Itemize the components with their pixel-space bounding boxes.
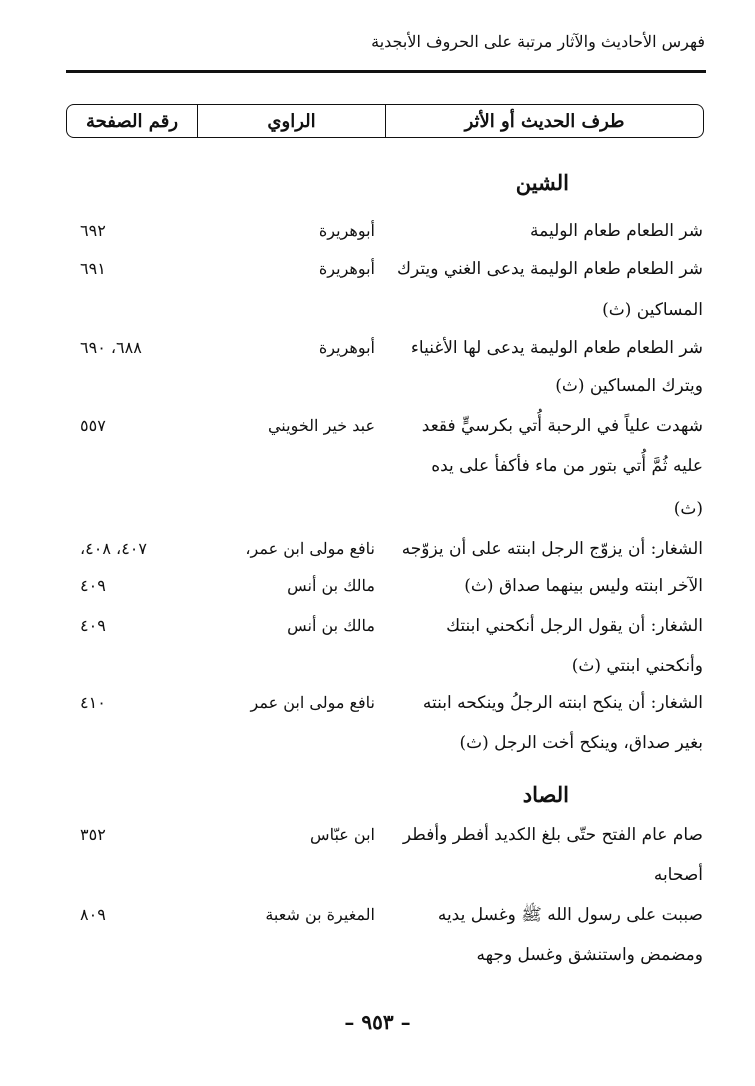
hadith-text: شر الطعام طعام الوليمة يدعى لها الأغنياء <box>410 338 703 358</box>
narrator: أبوهريرة <box>318 338 375 357</box>
table-row <box>0 896 755 934</box>
hadith-text: شهدت علياً في الرحبة أُتي بكرسيٍّ فقعد <box>421 416 703 436</box>
hadith-text: أصحابه <box>653 865 703 885</box>
narrator: أبوهريرة <box>318 221 375 240</box>
section-title-sheen: الشين <box>515 170 569 195</box>
narrator: أبوهريرة <box>318 259 375 278</box>
narrator: نافع مولى ابن عمر، <box>245 539 375 558</box>
page-ref: ٤٠٩ <box>80 576 106 595</box>
page-ref: ٥٥٧ <box>80 416 106 435</box>
narrator: عبد خير الخويني <box>267 416 375 435</box>
page-number: – ٩٥٣ – <box>344 1010 411 1034</box>
column-page-label: رقم الصفحة <box>86 110 179 132</box>
hadith-text: الشغار: أن يزوّج الرجل ابنته على أن يزوّجه <box>401 539 703 559</box>
table-row <box>0 530 755 568</box>
narrator: ابن عبّاس <box>310 825 375 844</box>
page-ref: ٤١٠ <box>80 693 106 712</box>
hadith-text: عليه ثُمَّ أُتي بتور من ماء فأكفأ على يده <box>431 456 703 476</box>
page-ref: ٦٩٢ <box>80 221 106 240</box>
hadith-text: (ث) <box>673 499 703 519</box>
hadith-text: وأنكحني ابنتي (ث) <box>571 656 703 676</box>
page-ref: ٦٩١ <box>80 259 106 278</box>
column-rawi-label: الراوي <box>197 105 385 137</box>
hadith-text: ويترك المساكين (ث) <box>555 376 703 396</box>
table-row <box>0 816 755 854</box>
section-title-saad: الصاد <box>522 782 569 807</box>
header-rule <box>66 70 706 73</box>
table-row <box>0 856 755 894</box>
table-row <box>0 607 755 645</box>
table-row <box>0 490 755 528</box>
hadith-text: صببت على رسول الله ﷺ وغسل يديه <box>437 905 703 925</box>
table-row <box>0 212 755 250</box>
hadith-text: ومضمض واستنشق وغسل وجهه <box>476 945 703 965</box>
page-ref: ٤٠٧، ٤٠٨، <box>80 539 147 558</box>
hadith-text: شر الطعام طعام الوليمة <box>530 221 703 241</box>
page-ref: ٣٥٢ <box>80 825 106 844</box>
hadith-text: المساكين (ث) <box>602 300 703 320</box>
table-row <box>0 724 755 762</box>
table-row <box>0 567 755 605</box>
column-hadith-label: طرف الحديث أو الأثر <box>385 105 703 137</box>
table-row <box>0 250 755 288</box>
hadith-text: صام عام الفتح حتّى بلغ الكديد أفطر وأفطر <box>402 825 703 845</box>
table-row <box>0 684 755 722</box>
narrator: مالك بن أنس <box>287 576 375 595</box>
column-header <box>66 104 704 138</box>
hadith-text: بغير صداق، وينكح أخت الرجل (ث) <box>459 733 703 753</box>
table-row <box>0 407 755 445</box>
table-row <box>0 291 755 329</box>
table-row <box>0 936 755 974</box>
hadith-text: الآخر ابنته وليس بينهما صداق (ث) <box>464 576 703 596</box>
table-row <box>0 647 755 685</box>
hadith-text: الشغار: أن ينكح ابنته الرجلُ وينكحه ابنته <box>422 693 703 713</box>
hadith-text: شر الطعام طعام الوليمة يدعى الغني ويترك <box>396 259 703 279</box>
narrator: مالك بن أنس <box>287 616 375 635</box>
table-row <box>0 329 755 367</box>
hadith-text: الشغار: أن يقول الرجل أنكحني ابنتك <box>446 616 703 636</box>
narrator: المغيرة بن شعبة <box>265 905 375 924</box>
page-ref: ٨٠٩ <box>80 905 106 924</box>
page-ref: ٤٠٩ <box>80 616 106 635</box>
page-ref: ٦٨٨، ٦٩٠ <box>80 338 142 357</box>
running-head: فهرس الأحاديث والآثار مرتبة على الحروف الأبجدية <box>371 32 705 51</box>
table-row <box>0 447 755 485</box>
narrator: نافع مولى ابن عمر <box>250 693 375 712</box>
table-row <box>0 367 755 405</box>
